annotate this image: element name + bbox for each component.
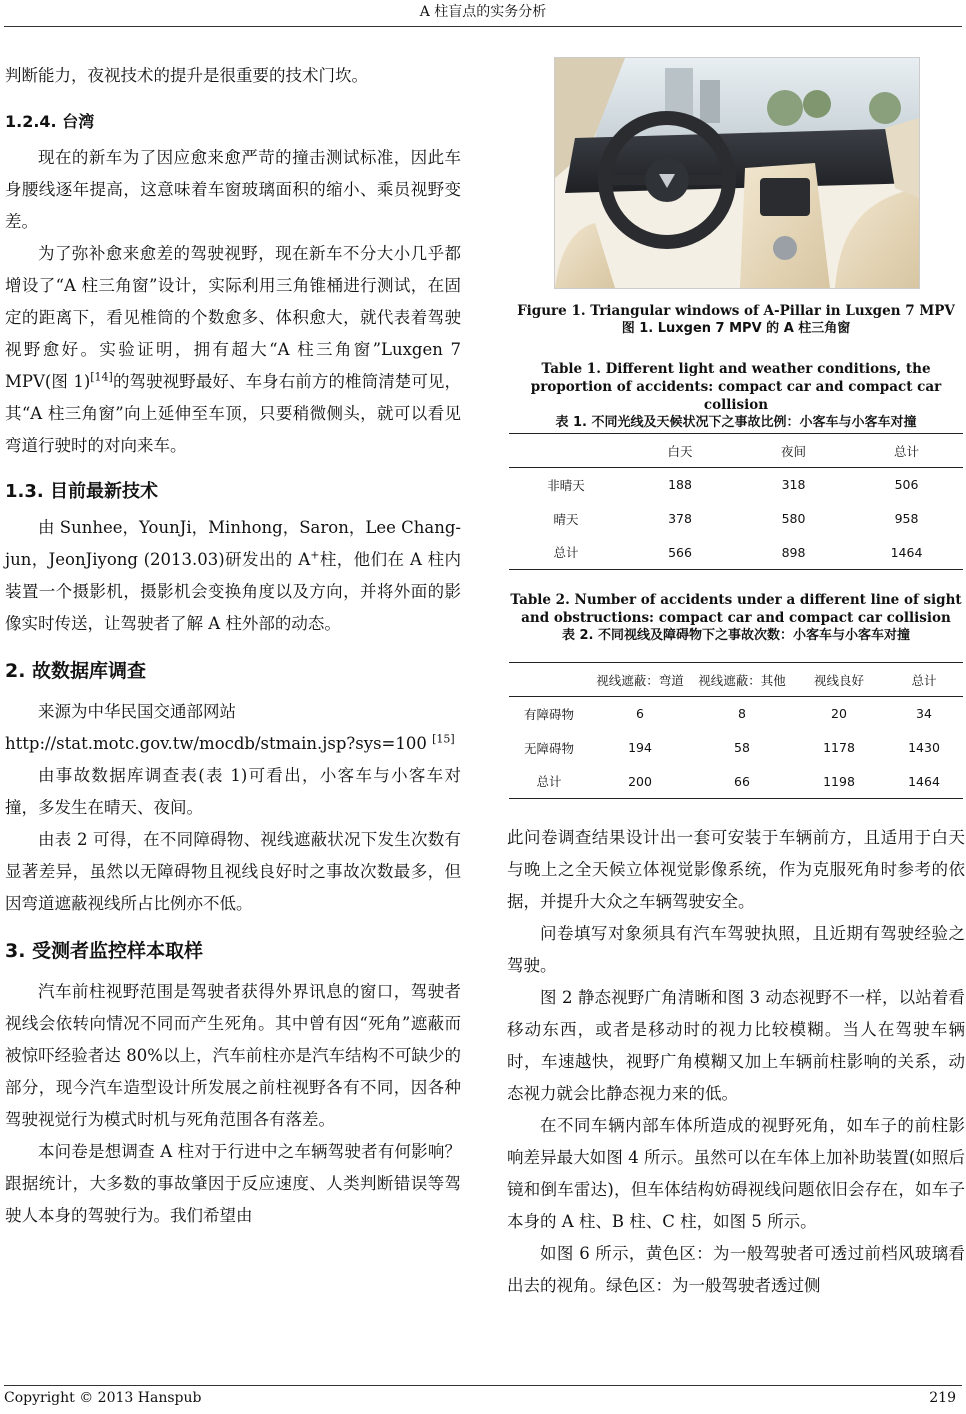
- text-run: 柱，他们在 A 柱内装置一个摄影机，摄影机会变换角度以及方向，并将外面的影像实时传送，让驾驶者了解 A 柱外部的动态。: [5, 550, 461, 633]
- table-cell: 566: [668, 544, 692, 560]
- caption-en: Table 2. Number of accidents under a different line of sight and obstructions: compact car and compact car collision: [510, 592, 962, 626]
- row-label: 有障碍物: [523, 706, 574, 722]
- header-cell: 视线良好: [813, 672, 864, 688]
- table-row: [509, 765, 963, 799]
- table-1: [509, 433, 963, 570]
- citation: [15]: [432, 732, 455, 746]
- row-label: 总计: [553, 545, 579, 561]
- header-cell: 总计: [911, 672, 937, 688]
- paragraph: [5, 238, 461, 462]
- paragraph: 此问卷调查结果设计出一套可安装于车辆前方，且适用于白天与晚上之全天候立体视觉影像系统，作为克服死角时参考的依据，并提升大众之车辆驾驶安全。: [507, 828, 965, 911]
- table-cell: 1464: [908, 773, 940, 789]
- table-cell: 1464: [890, 544, 923, 560]
- heading-1-3: 1.3. 目前最新技术: [5, 481, 158, 502]
- header-rule: [4, 26, 962, 27]
- row-label: 无障碍物: [523, 740, 574, 756]
- row-label: 总计: [536, 774, 562, 790]
- table-cell: 378: [668, 511, 692, 526]
- table-cell: 580: [781, 511, 806, 526]
- right-column: [507, 822, 965, 1302]
- superscript: +: [310, 548, 320, 562]
- caption-cn: 表 1. 不同光线及天候状况下之事故比例：小客车与小客车对撞: [555, 415, 917, 430]
- table-cell: 66: [734, 773, 750, 789]
- table-cell: 958: [894, 511, 919, 526]
- paragraph: 判断能力，夜视技术的提升是很重要的技术门坎。: [5, 66, 368, 85]
- caption-en: Figure 1. Triangular windows of A-Pillar in Luxgen 7 MPV: [517, 303, 955, 319]
- table-header-row: [509, 434, 963, 468]
- paragraph: [5, 512, 461, 640]
- table-cell: 1430: [908, 740, 940, 755]
- car-interior-illustration: [555, 58, 919, 288]
- page-number: 219: [929, 1390, 956, 1406]
- header-cell: 视线遮蔽：弯道: [596, 672, 684, 688]
- header-cell: [509, 663, 589, 697]
- table-cell: 506: [894, 477, 919, 493]
- paragraph: 汽车前柱视野范围是驾驶者获得外界讯息的窗口，驾驶者视线会依转向情况不同而产生死角。其中曾有因“死角”遮蔽而被惊吓经验者达 80%以上，汽车前柱亦是汽车结构不可缺少的部分，现今汽车造型设计所发展之前柱视野各有不同，因各种驾驶视觉行为模式时机与死角范围各有落差。: [5, 982, 461, 1129]
- table-cell: 188: [668, 477, 692, 493]
- copyright: Copyright © 2013 Hanspub: [4, 1390, 202, 1406]
- running-header: [0, 0, 966, 26]
- header-cell: 视线遮蔽：其他: [698, 672, 786, 688]
- header-cell: 夜间: [780, 443, 806, 459]
- paragraph: 由表 2 可得，在不同障碍物、视线遮蔽状况下发生次数有显著差异，虽然以无障碍物且视线良好时之事故次数最多，但因弯道遮蔽视线所占比例亦不低。: [5, 830, 461, 913]
- footer-rule: [4, 1385, 962, 1386]
- table-row: [509, 697, 963, 731]
- source-url: [5, 728, 461, 760]
- text-run: 的驾驶视野最好、车身右前方的椎筒清楚可见，其“A 柱三角窗”向上延伸至车顶，只要稍微侧头，就可以看见弯道行驶时的对向来车。: [5, 372, 461, 455]
- table-cell: 58: [734, 740, 750, 755]
- paragraph: 本问卷是想调查 A 柱对于行进中之车辆驾驶者有何影响？跟据统计，大多数的事故肇因于反应速度、人类判断错误等驾驶人本身的驾驶行为。我们希望由: [5, 1142, 461, 1225]
- table-cell: 194: [628, 740, 652, 755]
- paragraph: 来源为中华民国交通部网站: [38, 702, 236, 721]
- left-column: [5, 60, 461, 1232]
- table-cell: 1178: [823, 740, 855, 755]
- caption-cn: 图 1. Luxgen 7 MPV 的 A 柱三角窗: [621, 321, 851, 336]
- url-text[interactable]: http://stat.motc.gov.tw/mocdb/stmain.jsp?sys=100: [5, 734, 433, 753]
- figure-1-photo: [554, 57, 920, 289]
- paragraph: 由事故数据库调查表(表 1)可看出，小客车与小客车对撞，多发生在晴天、夜间。: [5, 766, 461, 817]
- table-cell: 1198: [823, 773, 855, 789]
- header-cell: [509, 434, 623, 468]
- table-cell: 20: [831, 706, 847, 722]
- table-row: [509, 468, 963, 502]
- table-2: [509, 662, 963, 799]
- row-label: 非晴天: [547, 477, 585, 493]
- heading-3: 3. 受测者监控样本取样: [5, 940, 204, 962]
- table-cell: 34: [916, 706, 932, 722]
- table-row: [509, 536, 963, 570]
- table-cell: 898: [781, 544, 806, 560]
- row-label: 晴天: [553, 511, 579, 527]
- figure-1-caption: [510, 302, 962, 338]
- table-2-caption: [510, 591, 962, 645]
- caption-cn: 表 2. 不同视线及障碍物下之事故次数：小客车与小客车对撞: [561, 628, 911, 643]
- header-cell: 总计: [893, 443, 919, 459]
- table-cell: 8: [738, 706, 746, 722]
- paragraph: 图 2 静态视野广角清晰和图 3 动态视野不一样，以站着看移动东西，或者是移动时的视力比较模糊。当人在驾驶车辆时，车速越快，视野广角模糊又加上车辆前柱影响的关系，动态视力就会比静态视力来的低。: [507, 988, 965, 1103]
- table-row: [509, 731, 963, 765]
- table-cell: 318: [781, 477, 806, 493]
- paragraph: 如图 6 所示，黄色区：为一般驾驶者可透过前档风玻璃看出去的视角。绿色区：为一般驾驶者透过侧: [507, 1244, 965, 1295]
- table-row: [509, 502, 963, 536]
- header-cell: 白天: [667, 443, 693, 459]
- heading-2: 2. 故数据库调查: [5, 660, 147, 682]
- heading-1-2-4: 1.2.4. 台湾: [5, 112, 95, 131]
- text-run: 为了弥补愈来愈差的驾驶视野，现在新车不分大小几乎都增设了“A 柱三角窗”设计，实际利用三角锥桶进行测试，在固定的距离下，看见椎筒的个数愈多、体积愈大，就代表着驾驶视野愈好。实验证明，拥有超大“A 柱三角窗”Luxgen 7 MPV(图 1): [5, 244, 461, 391]
- running-title: A 柱盲点的实务分析: [419, 4, 547, 20]
- table-1-caption: [510, 360, 962, 432]
- table-cell: 200: [628, 773, 652, 789]
- citation: [14]: [90, 370, 113, 384]
- paragraph: 在不同车辆内部车体所造成的视野死角，如车子的前柱影响差异最大如图 4 所示。虽然可以在车体上加补助装置(如照后镜和倒车雷达)，但车体结构妨碍视线问题依旧会存在，如车子本身的 A 柱、B 柱、C 柱，如图 5 所示。: [507, 1116, 965, 1231]
- caption-en: Table 1. Different light and weather conditions, the proportion of accidents: compact car and compact car collision: [530, 361, 942, 413]
- table-cell: 6: [636, 706, 644, 722]
- paragraph: 现在的新车为了因应愈来愈严苛的撞击测试标准，因此车身腰线逐年提高，这意味着车窗玻璃面积的缩小、乘员视野变差。: [5, 148, 461, 231]
- table-header-row: [509, 663, 963, 697]
- text-run: 由 Sunhee，YounJi，Minhong，Saron，Lee Chang-jun，JeonJiyong (2013.03)研发出的 A: [5, 518, 461, 569]
- paragraph: 问卷填写对象须具有汽车驾驶执照，且近期有驾驶经验之驾驶。: [507, 924, 965, 975]
- page-footer: [4, 1390, 962, 1406]
